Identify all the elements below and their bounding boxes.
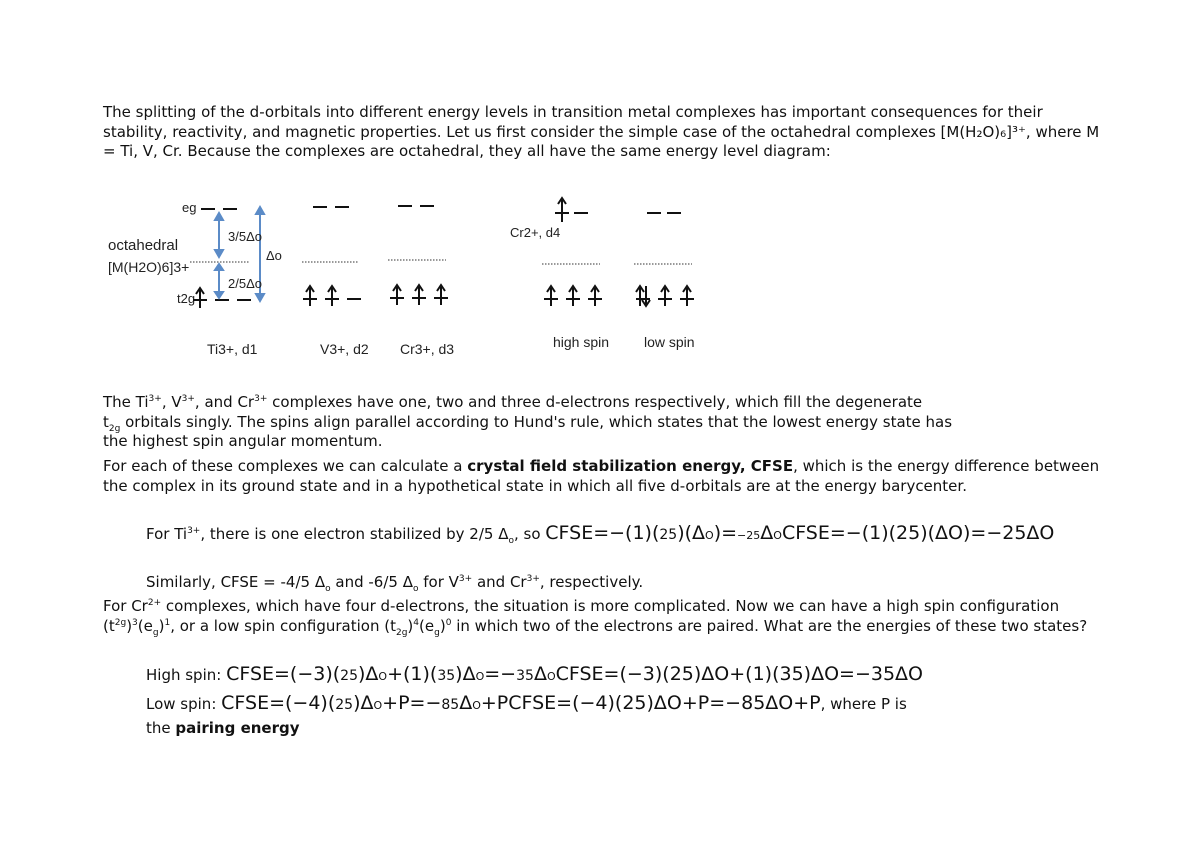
low-spin-t2g-levels <box>636 286 694 306</box>
high-spin-line: High spin: CFSE=(−3)(25)ΔO+(1)(35)ΔO=−35ΔOCFSE=(−3)(25)ΔO+(1)(35)ΔO=−35ΔO <box>146 663 924 685</box>
high-spin-t2g-levels <box>544 286 602 306</box>
v-t2g-levels <box>303 286 361 306</box>
low-spin-line: Low spin: CFSE=(−4)(25)ΔO+P=−85ΔO+PCFSE=(−4)(25)ΔO+P=−85ΔO+P, where P is the pairing energy <box>146 692 907 737</box>
high-spin-eg-levels <box>555 198 588 222</box>
lower-split-label: 2/5Δo <box>228 276 262 291</box>
t2g-label: t2g <box>177 291 196 306</box>
cr2-label: Cr2+, d4 <box>510 225 561 240</box>
low-spin-caption: low spin <box>644 334 695 350</box>
ti-caption: Ti3+, d1 <box>207 341 258 357</box>
cfse-term: crystal field stabilization energy, CFSE <box>467 457 794 475</box>
high-spin-caption: high spin <box>553 334 610 350</box>
cfse-definition-paragraph: For each of these complexes we can calculate a crystal field stabilization energy, CFSE, which is the energy difference between the complex in its ground state and in a hypothetical state in which all five d-orbitals are at the energy barycenter. <box>103 457 1100 495</box>
cr3-caption: Cr3+, d3 <box>400 341 455 357</box>
octahedral-label: octahedral <box>108 237 179 254</box>
v-caption: V3+, d2 <box>320 341 369 357</box>
complex-label: [M(H2O)6]3+ <box>108 259 190 275</box>
energy-level-diagram <box>100 192 700 367</box>
cr3-t2g-levels <box>390 285 448 305</box>
pairing-energy-term: pairing energy <box>175 719 300 737</box>
cr2-paragraph: For $Cr^{2+}$ complexes, which have four d-electrons, the situation is more complicated. Now we can have a high spin configuration $(t^{2g})^3(e_g)^1$, or a low spin configuration $(t_{2g})^4(e_g)^0$ in which two of the electrons are paired. What are the energies of these two states? <box>103 597 1088 638</box>
ti-cfse-line: For $Ti^{3+}$, there is one electron stabilized by 2/5 $\Delta_o$, so CFSE=−(1)(25)(ΔO)=−25ΔOCFSE=−(1)(25)(ΔO)=−25ΔO <box>146 522 1055 546</box>
delta-label: Δo <box>266 248 282 263</box>
eg-label: eg <box>182 200 197 215</box>
upper-split-label: 3/5Δo <box>228 229 262 244</box>
intro-paragraph: The splitting of the d-orbitals into different energy levels in transition metal complexes has important consequences for their stability, reactivity, and magnetic properties. Let us first consider the simple case of the octahedral complexes [M(H₂O)₆]³⁺, where M = Ti, V, Cr. Because the complexes are octahedral, they all have the same energy level diagram: <box>103 103 1100 160</box>
electron-filling-paragraph: The $Ti^{3+}$, $V^{3+}$, and $Cr^{3+}$ complexes have one, two and three d-electrons respectively, which fill the degenerate $t_{2g}$ orbitals singly. The spins align parallel according to Hund's rule, which states that the lowest energy state has the highest spin angular momentum. <box>103 393 953 450</box>
similar-cfse-line: Similarly, CFSE = -4/5 $\Delta_o$ and -6/5 $\Delta_o$ for $V^{3+}$ and $Cr^{3+}$, respectively. <box>146 573 644 594</box>
